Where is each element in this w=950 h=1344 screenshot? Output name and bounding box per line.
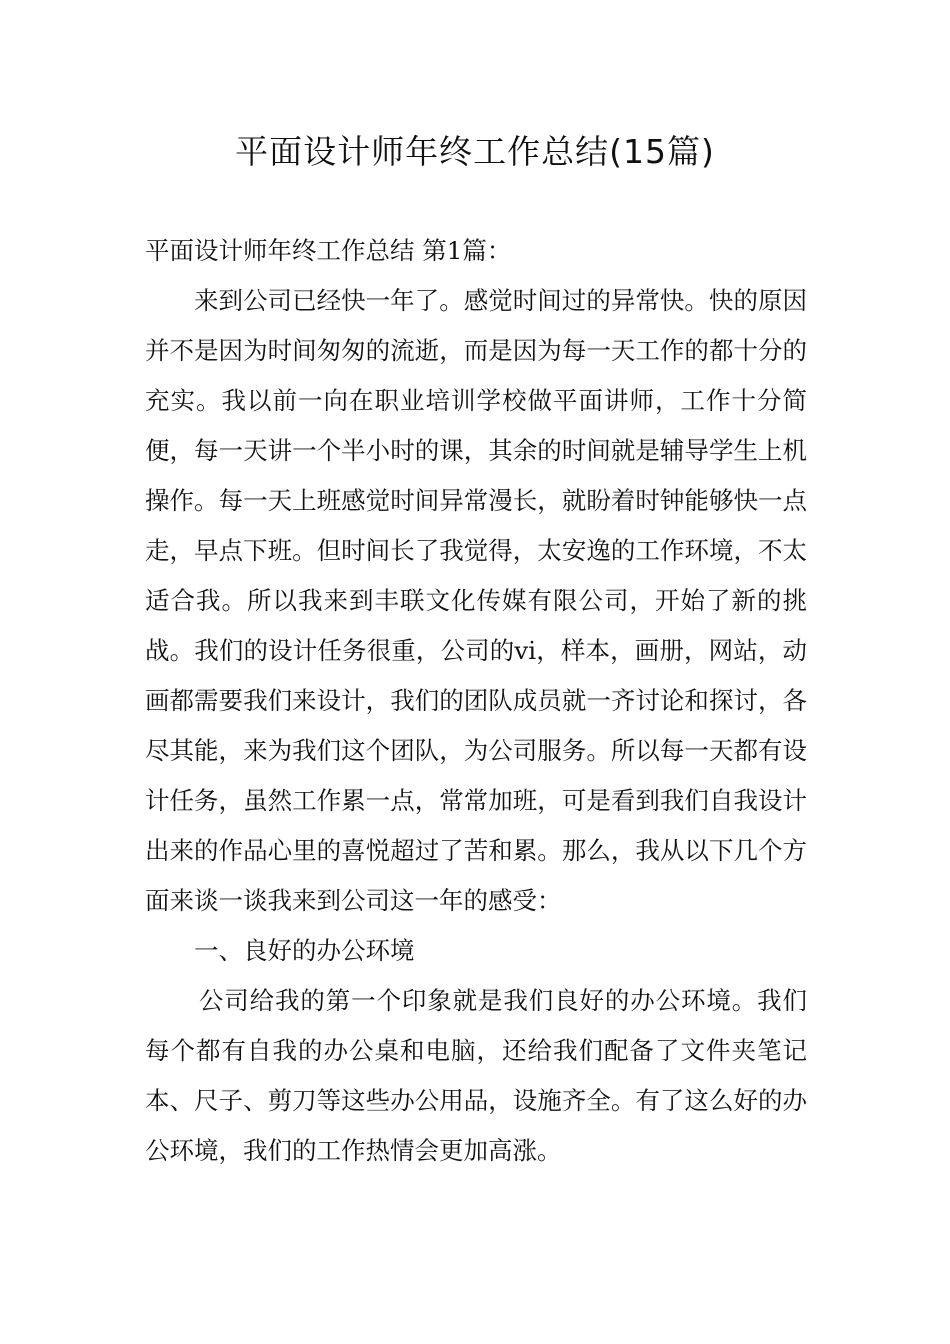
section-heading-1: 一、良好的办公环境 [194, 936, 415, 965]
section-subtitle: 平面设计师年终工作总结 第1篇： [145, 236, 512, 265]
document-body [145, 226, 807, 1176]
document-title: 平面设计师年终工作总结(15篇) [235, 132, 715, 171]
body-paragraph-2: 公司给我的第一个印象就是我们良好的办公环境。我们每个都有自我的办公桌和电脑，还给我们配备了文件夹笔记本、尺子、剪刀等这些办公用品，设施齐全。有了这么好的办公环境，我们的工作热情会更加高涨。 [145, 986, 807, 1165]
body-paragraph-1: 来到公司已经快一年了。感觉时间过的异常快。快的原因并不是因为时间匆匆的流逝，而是因为每一天工作的都十分的充实。我以前一向在职业培训学校做平面讲师，工作十分简便，每一天讲一个半小时的课，其余的时间就是辅导学生上机操作。每一天上班感觉时间异常漫长，就盼着时钟能够快一点走，早点下班。但时间长了我觉得，太安逸的工作环境，不太适合我。所以我来到丰联文化传媒有限公司，开始了新的挑战。我们的设计任务很重，公司的vi，样本，画册，网站，动画都需要我们来设计，我们的团队成员就一齐讨论和探讨，各尽其能，来为我们这个团队，为公司服务。所以每一天都有设计任务，虽然工作累一点，常常加班，可是看到我们自我设计出来的作品心里的喜悦超过了苦和累。那么，我从以下几个方面来谈一谈我来到公司这一年的感受： [145, 286, 807, 915]
